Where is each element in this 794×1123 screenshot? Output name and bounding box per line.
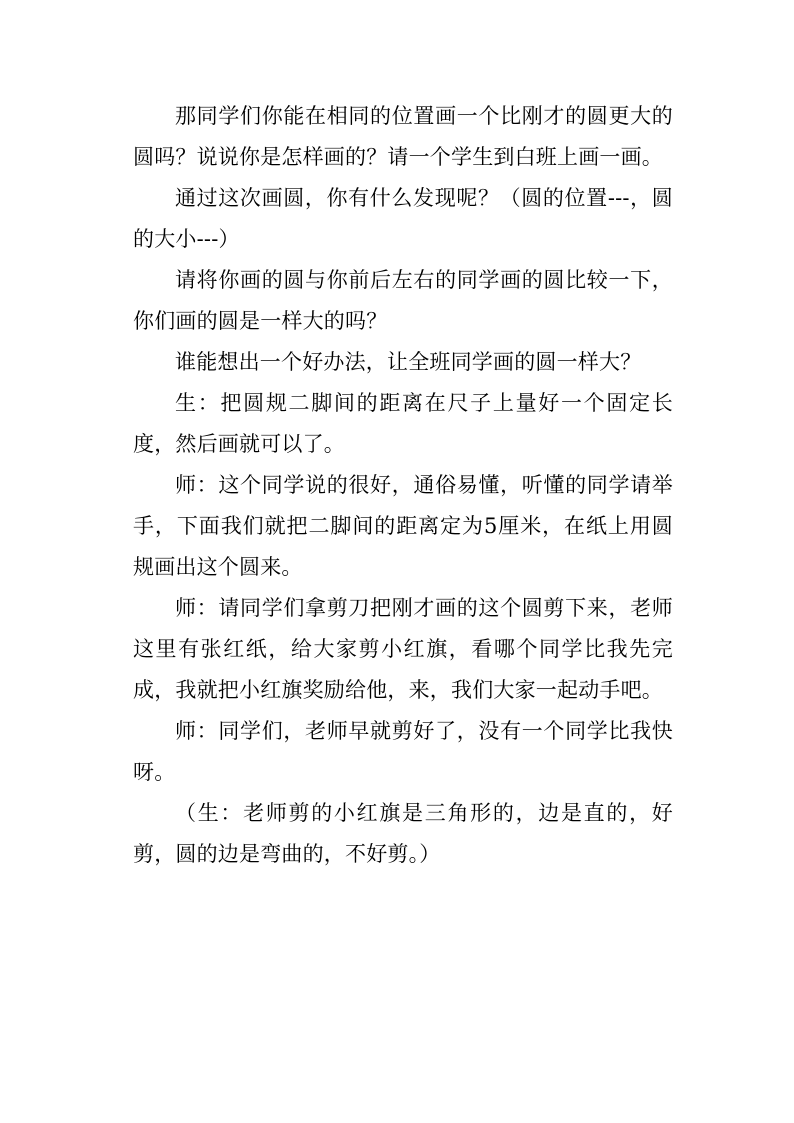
paragraph-6: 师：这个同学说的很好，通俗易懂，听懂的同学请举手，下面我们就把二脚间的距离定为5厘米，在纸上用圆规画出这个圆来。 [133, 473, 673, 579]
document-body [133, 96, 673, 875]
paragraph-9: （生：老师剪的小红旗是三角形的，边是直的，好剪，圆的边是弯曲的，不好剪。） [133, 801, 673, 866]
paragraph-2: 通过这次画圆，你有什么发现呢？（圆的位置---，圆的大小---） [133, 186, 673, 251]
paragraph-8: 师：同学们，老师早就剪好了，没有一个同学比我快呀。 [133, 719, 673, 784]
paragraph-7: 师：请同学们拿剪刀把刚才画的这个圆剪下来，老师这里有张红纸，给大家剪小红旗，看哪个同学比我先完成，我就把小红旗奖励给他，来，我们大家一起动手吧。 [133, 596, 673, 702]
paragraph-5: 生：把圆规二脚间的距离在尺子上量好一个固定长度，然后画就可以了。 [133, 391, 673, 456]
paragraph-3: 请将你画的圆与你前后左右的同学画的圆比较一下，你们画的圆是一样大的吗？ [133, 268, 673, 333]
paragraph-4: 谁能想出一个好办法，让全班同学画的圆一样大？ [175, 350, 642, 374]
paragraph-1: 那同学们你能在相同的位置画一个比刚才的圆更大的圆吗？说说你是怎样画的？请一个学生到白班上画一画。 [133, 104, 673, 169]
